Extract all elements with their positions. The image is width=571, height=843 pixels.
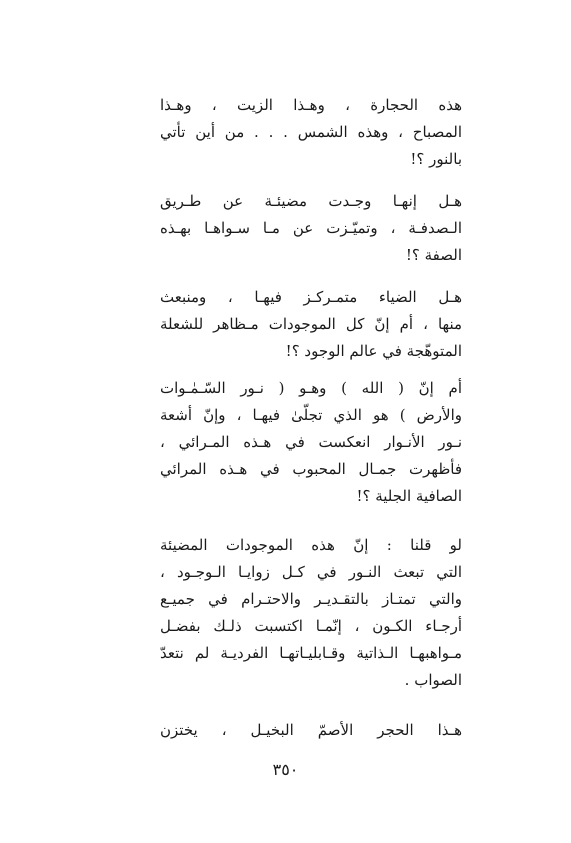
page-number: ٣٥٠ (272, 760, 299, 779)
text-line: الصواب . (404, 671, 462, 689)
text-line: لو قلنا : إنّ هذه الموجودات المضيئة (160, 536, 462, 554)
text-line: الصفة ؟! (405, 246, 462, 264)
text-line: أرجـاء الكـون ، إنّمـا اكتسبت ذلـك بفضـل (160, 617, 462, 635)
paragraph-3 (160, 284, 462, 365)
paragraph-1 (160, 92, 462, 173)
text-line: الصافية الجلية ؟! (356, 487, 462, 505)
text-line: المتوهّجة في عالم الوجود ؟! (285, 342, 462, 360)
text-line: نـور الأنـوار انعكست في هـذه المـرائي ، (160, 433, 462, 451)
paragraph-2 (160, 188, 462, 269)
text-line: هـذا الحجر الأصمّ البخيـل ، يختزن (160, 721, 462, 739)
text-line: فأظهرت جمـال المحبوب في هـذه المرائي (160, 460, 462, 478)
text-line: أم إنّ ( الله ) وهـو ( نـور السّـمٰـوات (160, 379, 462, 397)
text-line: الـصدفـة ، وتميّـزت عن مـا سـواهـا بهـذه (160, 219, 462, 237)
paragraph-4 (160, 375, 462, 510)
text-line: منها ، أم إنّ كل الموجودات مـظاهر للشعلة (160, 315, 462, 333)
text-line: والأرض ) هو الذي تجلّىٰ فيهـا ، وإنّ أشعة (160, 406, 462, 424)
text-line: هذه الحجارة ، وهـذا الزيت ، وهـذا (160, 96, 462, 114)
text-line: التي تبعث النـور في كـل زوايـا الـوجـود ، (160, 563, 462, 581)
text-line: هـل الضياء متمـركـز فيهـا ، ومنبعث (160, 288, 462, 306)
text-line: بالنور ؟! (410, 150, 462, 168)
paragraph-5 (160, 532, 462, 694)
text-line: المصباح ، وهذه الشمس . . . من أين تأتي (160, 123, 462, 141)
text-line: مـواهبهـا الـذاتية وقـابليـاتهـا الفرديـة لم نتعدّ (160, 644, 462, 662)
text-line: هـل إنهـا وجـدت مضيئـة عن طـريق (160, 192, 462, 210)
text-line: والتي تمتـاز بالتقـديـر والاحتـرام في جميـع (160, 590, 462, 608)
paragraph-6 (160, 717, 462, 744)
